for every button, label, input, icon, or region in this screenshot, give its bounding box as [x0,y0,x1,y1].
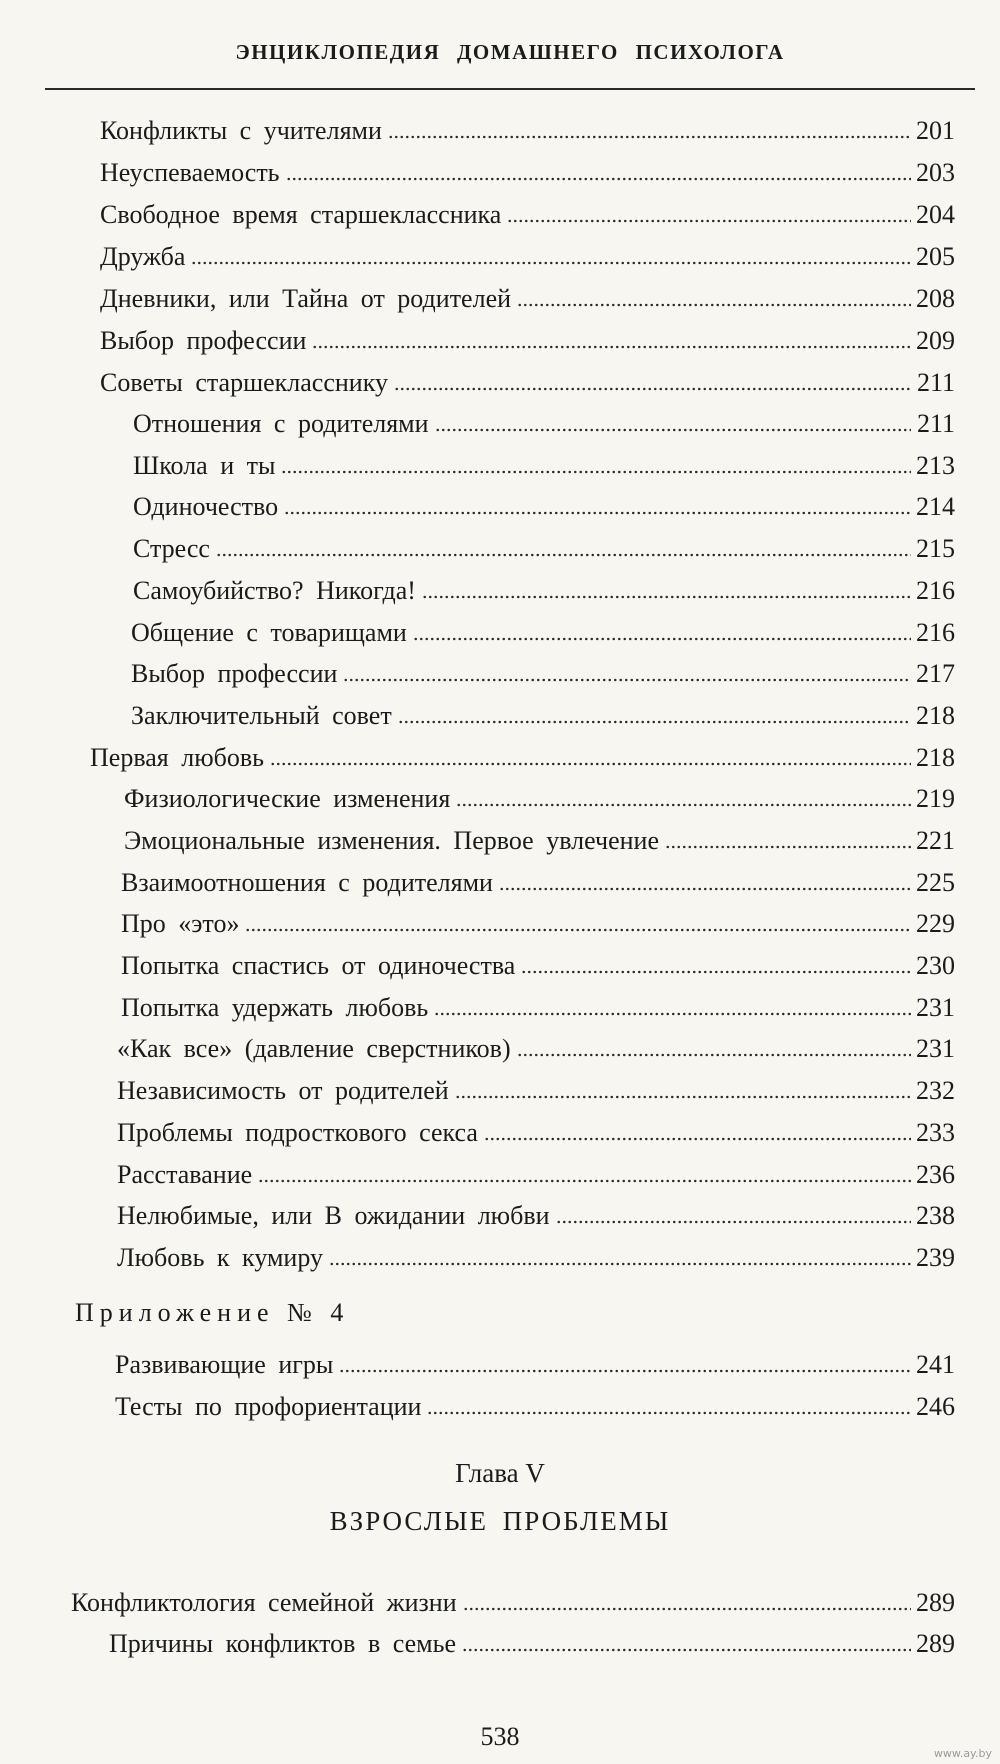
toc-entry-title: Про «это» [121,909,240,938]
toc-entry [71,1582,955,1618]
toc-entry-title: Причины конфликтов в семье [109,1629,456,1658]
toc-entry [121,945,955,981]
toc-entry [90,737,955,773]
toc-entry [133,445,955,481]
toc-entry [133,528,955,564]
toc-entry-title: Развивающие игры [115,1350,334,1379]
toc-entry-title: Отношения с родителями [133,409,429,438]
toc-entry-page: 221 [916,826,955,855]
toc-entry [133,486,955,522]
toc-entry [115,1386,955,1422]
dot-leader [427,1410,911,1416]
toc-entry [100,362,955,398]
toc-entry-page: 203 [916,158,955,187]
toc-entry-title: Одиночество [133,492,279,521]
toc-entry-page: 289 [916,1629,955,1658]
toc-entry [117,1028,955,1064]
dot-leader [521,969,911,975]
dot-leader [556,1219,911,1225]
toc-entry-title: Попытка удержать любовь [121,993,429,1022]
chapter-title: ВЗРОСЛЫЕ ПРОБЛЕМЫ [329,1506,671,1536]
toc-entry-title: Тесты по профориентации [115,1392,422,1421]
toc-entry-page: 230 [916,951,955,980]
toc-entry [131,695,955,731]
toc-entry [100,110,955,146]
toc-entry [131,653,955,689]
dot-leader [435,427,911,433]
toc-entry-page: 208 [916,284,955,313]
dot-leader [499,886,911,892]
toc-entry-page: 211 [916,409,955,438]
toc-entry [117,1195,955,1231]
toc-entry [131,612,955,648]
dot-leader [665,844,911,850]
dot-leader [284,510,911,516]
dot-leader [245,927,911,933]
toc-entry [100,320,955,356]
dot-leader [462,1647,911,1653]
toc-entry-page: 218 [916,743,955,772]
toc-entry-title: Эмоциональные изменения. Первое увлечение [124,826,659,855]
dot-leader [191,260,911,266]
toc-entry [121,862,955,898]
toc-entry-title: Школа и ты [133,451,276,480]
toc-entry-page: 236 [916,1160,955,1189]
toc-entry-title: Общение с товарищами [131,618,407,647]
toc-entry [100,152,955,188]
dot-leader [339,1368,911,1374]
toc-entry-page: 238 [916,1201,955,1230]
dot-leader [281,469,911,475]
dot-leader [312,344,911,350]
toc-entry-title: Взаимоотношения с родителями [121,868,493,897]
toc-entry-page: 216 [916,576,955,605]
toc-entry-page: 213 [916,451,955,480]
toc-entry [117,1070,955,1106]
toc-entry-title: Проблемы подросткового секса [117,1118,478,1147]
dot-leader [484,1136,911,1142]
toc-entry-title: Расставание [117,1160,253,1189]
toc-entry-title: Стресс [133,534,210,563]
dot-leader [413,636,911,642]
toc-entry [124,778,955,814]
running-header [45,36,975,90]
toc-entry-page: 231 [916,993,955,1022]
toc-entry [115,1344,955,1380]
toc-entry-page: 225 [916,868,955,897]
dot-leader [455,1094,911,1100]
running-title: ЭНЦИКЛОПЕДИЯ ДОМАШНЕГО ПСИХОЛОГА [235,40,785,64]
toc-entry-page: 246 [916,1392,955,1421]
toc-entry-title: Дневники, или Тайна от родителей [100,284,512,313]
toc-entry [124,820,955,856]
toc-entry-title: Нелюбимые, или В ожидании любви [117,1201,550,1230]
toc-entry-page: 209 [916,326,955,355]
toc-entry-title: Свободное время старшеклассника [100,200,502,229]
dot-leader [507,218,911,224]
toc-entry-title: Дружба [100,242,186,271]
toc-entry-page: 232 [916,1076,955,1105]
dot-leader [456,802,911,808]
toc-entry [117,1237,955,1273]
toc-entry [121,903,955,939]
toc-entry [117,1154,955,1190]
toc-entry-page: 205 [916,242,955,271]
toc-entry [100,236,955,272]
toc-entry [133,403,955,439]
dot-leader [216,552,911,558]
toc-entry [100,278,955,314]
toc-entry-page: 289 [916,1588,955,1617]
toc-entry [133,570,955,606]
toc-entry-title: Любовь к кумиру [117,1243,323,1272]
toc-entry-page: 219 [916,784,955,813]
toc-entry-page: 241 [916,1350,955,1379]
toc-entry-title: Советы старшекласснику [100,368,388,397]
toc-entry-page: 214 [916,492,955,521]
toc-entry-page: 216 [916,618,955,647]
dot-leader [517,302,911,308]
dot-leader [517,1052,911,1058]
dot-leader [388,134,911,140]
dot-leader [329,1261,911,1267]
toc-entry-page: 217 [916,659,955,688]
dot-leader [398,719,911,725]
toc-entry-page: 239 [916,1243,955,1272]
dot-leader [343,677,911,683]
toc-entry-title: Конфликты с учителями [100,116,382,145]
dot-leader [394,386,911,392]
appendix-heading: Приложение № 4 [75,1298,350,1327]
dot-leader [434,1011,911,1017]
toc-entry-title: Выбор профессии [100,326,307,355]
toc-entry-title: «Как все» (давление сверстников) [117,1034,511,1063]
toc-entry-page: 229 [916,909,955,938]
toc-entry-page: 231 [916,1034,955,1063]
chapter-number: Глава V [455,1458,545,1488]
toc-entry-page: 211 [916,368,955,397]
toc-entry-page: 201 [916,116,955,145]
toc-entry-title: Попытка спастись от одиночества [121,951,516,980]
toc-entry [121,987,955,1023]
watermark: www.ay.by [933,1747,992,1760]
toc-entry-title: Заключительный совет [131,701,392,730]
toc-entry-title: Первая любовь [90,743,265,772]
toc-entry-title: Выбор профессии [131,659,338,688]
toc-entry-title: Неуспеваемость [100,158,280,187]
toc-entry-title: Физиологические изменения [124,784,451,813]
toc-entry [117,1112,955,1148]
toc-entry-page: 204 [916,200,955,229]
dot-leader [270,761,911,767]
dot-leader [422,594,911,600]
dot-leader [286,176,911,182]
dot-leader [463,1606,911,1612]
toc-entry-title: Независимость от родителей [117,1076,449,1105]
toc-entry-title: Конфликтология семейной жизни [71,1588,457,1617]
toc-entry-title: Самоубийство? Никогда! [133,576,416,605]
dot-leader [258,1178,911,1184]
page-number: 538 [480,1722,520,1751]
toc-entry [109,1623,955,1659]
toc-entry [100,194,955,230]
toc-entry-page: 215 [916,534,955,563]
toc-entry-page: 218 [916,701,955,730]
toc-entry-page: 233 [916,1118,955,1147]
